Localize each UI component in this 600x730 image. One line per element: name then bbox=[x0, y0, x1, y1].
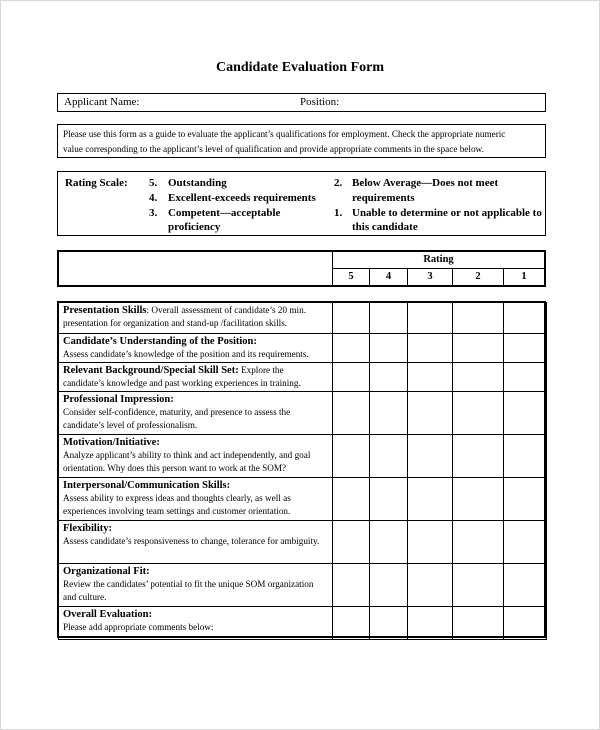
criteria-description: Assess candidate’s knowledge of the position and its requirements. bbox=[63, 349, 309, 360]
rating-cell-5[interactable] bbox=[333, 303, 370, 334]
criteria-description: presentation for organization and stand-up /facilitation skills. bbox=[63, 318, 288, 329]
rating-cell-1[interactable] bbox=[504, 362, 547, 391]
rating-cell-2[interactable] bbox=[453, 563, 504, 606]
criteria-cell bbox=[59, 334, 333, 363]
criteria-title: Relevant Background/Special Skill Set: bbox=[63, 364, 239, 376]
rating-cell-5[interactable] bbox=[333, 362, 370, 391]
page-title: Candidate Evaluation Form bbox=[215, 60, 384, 75]
criteria-table bbox=[58, 302, 547, 640]
instructions-line-1: Please use this form as a guide to evaluate the applicant’s qualifications for employment. Check the appropriate numeric bbox=[63, 129, 506, 139]
scale-4-text: Excellent-exceeds requirements bbox=[168, 192, 316, 204]
rating-header-label: Rating bbox=[423, 254, 454, 265]
scale-2-num: 2. bbox=[334, 177, 343, 189]
rating-cell-1[interactable] bbox=[504, 391, 547, 434]
rating-cell-1[interactable] bbox=[504, 303, 547, 334]
rating-col-4: 4 bbox=[385, 271, 392, 282]
criteria-description: Review the candidates’ potential to fit the unique SOM organization and culture. bbox=[63, 579, 314, 603]
criteria-description-inline: : Overall assessment of candidate’s 20 min. bbox=[146, 305, 306, 315]
rating-scale-box bbox=[57, 171, 546, 236]
criteria-row bbox=[59, 434, 547, 477]
rating-cell-5[interactable] bbox=[333, 434, 370, 477]
criteria-cell bbox=[59, 606, 333, 639]
rating-cell-4[interactable] bbox=[370, 303, 408, 334]
rating-scale-label: Rating Scale: bbox=[65, 177, 128, 189]
scale-1-num: 1. bbox=[334, 207, 343, 219]
rating-cell-4[interactable] bbox=[370, 334, 408, 363]
rating-cell-3[interactable] bbox=[408, 303, 453, 334]
criteria-cell bbox=[59, 563, 333, 606]
rating-col-3: 3 bbox=[427, 271, 433, 282]
scale-1-text: Unable to determine or not applicable to bbox=[352, 207, 542, 219]
criteria-row bbox=[59, 362, 547, 391]
applicant-name-label: Applicant Name: bbox=[64, 96, 140, 108]
criteria-row bbox=[59, 303, 547, 334]
rating-cell-3[interactable] bbox=[408, 362, 453, 391]
rating-cell-2[interactable] bbox=[453, 477, 504, 520]
criteria-title: Organizational Fit: bbox=[63, 565, 150, 577]
rating-cell-2[interactable] bbox=[453, 434, 504, 477]
rating-cell-1[interactable] bbox=[504, 334, 547, 363]
criteria-row bbox=[59, 520, 547, 563]
rating-cell-3[interactable] bbox=[408, 334, 453, 363]
criteria-description: Consider self-confidence, maturity, and presence to assess the candidate’s level of professionalism. bbox=[63, 407, 291, 431]
rating-cell-1[interactable] bbox=[504, 563, 547, 606]
scale-2-text-cont: requirements bbox=[352, 192, 415, 204]
criteria-title: Professional Impression: bbox=[63, 393, 174, 405]
criteria-cell bbox=[59, 477, 333, 520]
criteria-title: Overall Evaluation: bbox=[63, 608, 152, 620]
scale-3-num: 3. bbox=[149, 207, 158, 219]
scale-3-text: Competent—acceptable bbox=[168, 207, 281, 219]
rating-cell-4[interactable] bbox=[370, 362, 408, 391]
criteria-row bbox=[59, 334, 547, 363]
rating-cell-4[interactable] bbox=[370, 563, 408, 606]
rating-cell-3[interactable] bbox=[408, 563, 453, 606]
rating-cell-2[interactable] bbox=[453, 606, 504, 639]
criteria-row bbox=[59, 606, 547, 639]
criteria-row bbox=[59, 477, 547, 520]
criteria-description: Assess ability to express ideas and thoughts clearly, as well as experiences involving team settings and customer orientation. bbox=[63, 493, 291, 517]
rating-col-1: 1 bbox=[521, 271, 527, 282]
criteria-row bbox=[59, 391, 547, 434]
criteria-description: Please add appropriate comments below: bbox=[63, 622, 214, 633]
rating-cell-3[interactable] bbox=[408, 391, 453, 434]
instructions-box bbox=[57, 124, 546, 158]
scale-2-text: Below Average—Does not meet bbox=[352, 177, 499, 189]
applicant-box bbox=[57, 93, 546, 112]
rating-col-5: 5 bbox=[348, 271, 354, 282]
rating-cell-4[interactable] bbox=[370, 434, 408, 477]
rating-cell-4[interactable] bbox=[370, 477, 408, 520]
criteria-cell bbox=[59, 520, 333, 563]
scale-5-text: Outstanding bbox=[168, 177, 227, 189]
rating-cell-2[interactable] bbox=[453, 391, 504, 434]
criteria-description: candidate’s knowledge and past working experiences in training. bbox=[63, 378, 301, 389]
rating-cell-1[interactable] bbox=[504, 520, 547, 563]
rating-cell-5[interactable] bbox=[333, 520, 370, 563]
rating-cell-3[interactable] bbox=[408, 477, 453, 520]
position-label: Position: bbox=[300, 96, 340, 108]
criteria-cell bbox=[59, 391, 333, 434]
rating-cell-3[interactable] bbox=[408, 606, 453, 639]
rating-cell-3[interactable] bbox=[408, 520, 453, 563]
rating-cell-4[interactable] bbox=[370, 391, 408, 434]
rating-cell-2[interactable] bbox=[453, 520, 504, 563]
rating-cell-5[interactable] bbox=[333, 391, 370, 434]
rating-cell-5[interactable] bbox=[333, 563, 370, 606]
criteria-title: Interpersonal/Communication Skills: bbox=[63, 479, 231, 491]
rating-cell-2[interactable] bbox=[453, 303, 504, 334]
criteria-row bbox=[59, 563, 547, 606]
criteria-description-inline: Explore the bbox=[238, 364, 284, 375]
criteria-description: Analyze applicant’s ability to think and act independently, and goal orientation. Why does this person want to work at the SOM? bbox=[63, 450, 311, 474]
rating-cell-1[interactable] bbox=[504, 434, 547, 477]
criteria-cell bbox=[59, 303, 333, 334]
criteria-cell bbox=[59, 362, 333, 391]
criteria-description: Assess candidate’s responsiveness to change, tolerance for ambiguity. bbox=[63, 536, 320, 547]
rating-cell-4[interactable] bbox=[370, 520, 408, 563]
rating-col-2: 2 bbox=[475, 271, 481, 282]
rating-cell-5[interactable] bbox=[333, 334, 370, 363]
rating-cell-2[interactable] bbox=[453, 334, 504, 363]
criteria-title: Candidate’s Understanding of the Position: bbox=[63, 336, 257, 347]
rating-header-box bbox=[57, 250, 546, 287]
rating-cell-3[interactable] bbox=[408, 434, 453, 477]
scale-4-num: 4. bbox=[149, 192, 158, 204]
rating-cell-1[interactable] bbox=[504, 477, 547, 520]
rating-cell-2[interactable] bbox=[453, 362, 504, 391]
instructions-line-2: value corresponding to the applicant’s level of qualification and provide appropriate comments in the space below. bbox=[63, 144, 484, 154]
rating-cell-5[interactable] bbox=[333, 606, 370, 639]
rating-cell-1[interactable] bbox=[504, 606, 547, 639]
criteria-title: Motivation/Initiative: bbox=[63, 436, 160, 448]
scale-5-num: 5. bbox=[149, 177, 158, 189]
criteria-title: Presentation Skills bbox=[63, 305, 147, 316]
criteria-title: Flexibility: bbox=[63, 522, 112, 534]
scale-1-text-cont: this candidate bbox=[352, 221, 418, 233]
rating-cell-4[interactable] bbox=[370, 606, 408, 639]
criteria-cell bbox=[59, 434, 333, 477]
scale-3-text-cont: proficiency bbox=[168, 221, 221, 233]
rating-cell-5[interactable] bbox=[333, 477, 370, 520]
